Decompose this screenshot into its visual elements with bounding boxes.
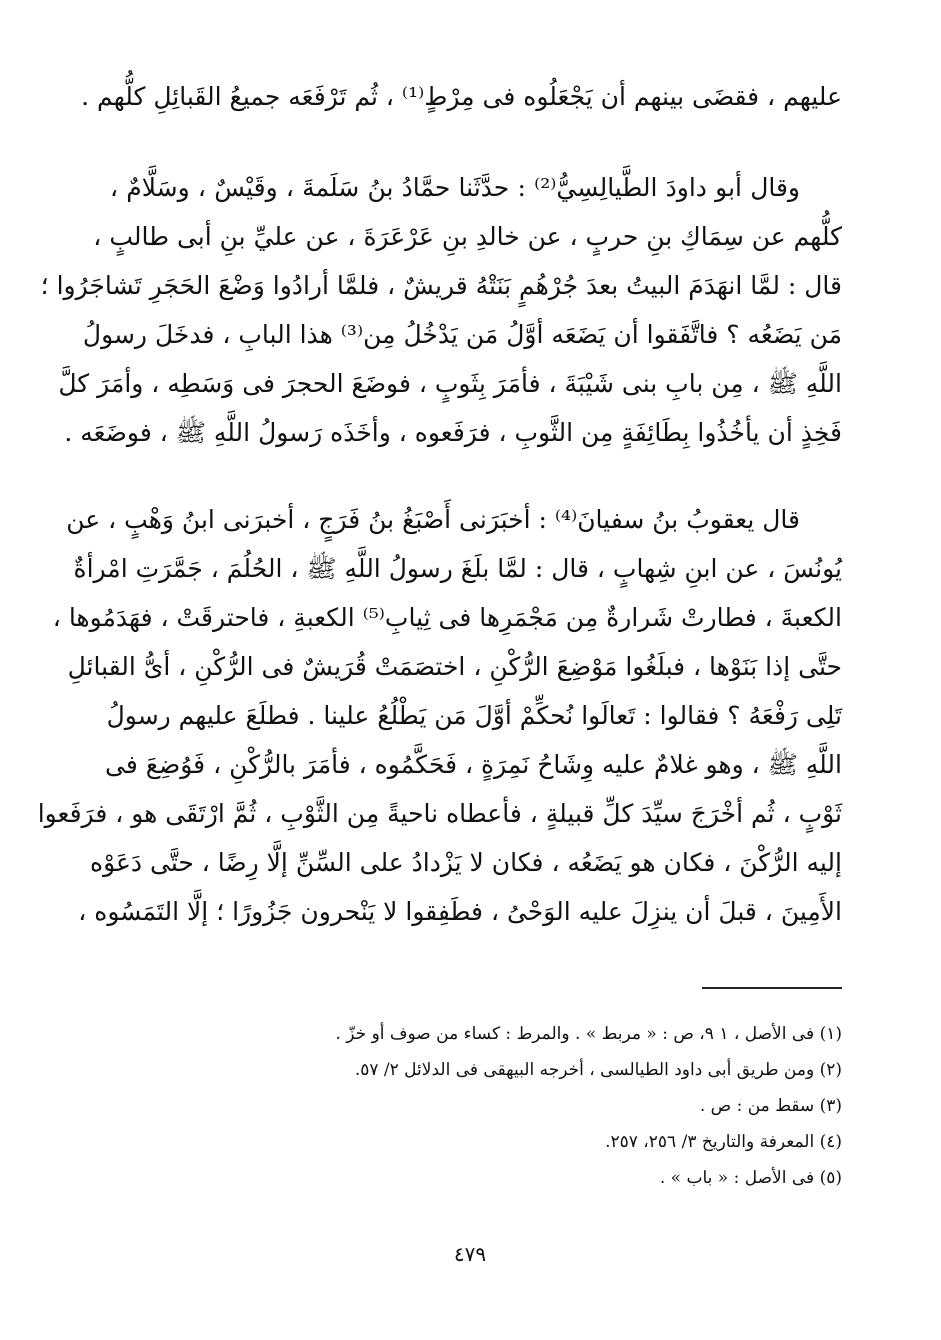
text-line: الكعبةَ ، فطارتْ شَرارةٌ مِن مَجْمَرِها فى ثِيابِ⁽⁵⁾ الكعبةِ ، فاحترقَتْ ، فهَدَمُوها ، (52, 603, 842, 632)
text-line: فَخِذٍ أن يأخُذُوا بِطَائِفَةٍ مِن الثَّوبِ ، فرَفَعوه ، وأخَذَه رَسولُ اللَّهِ ﷺ ، فوضَعَه . (64, 418, 842, 447)
text-line: وقال أبو داودَ الطَّيالِسِيُّ⁽²⁾ : حدَّثَنا حمَّادُ بنُ سَلَمةَ ، وقَيْسٌ ، وسَلَّامٌ ، (110, 173, 800, 202)
text-line: عليهم ، فقضَى بينهم أن يَجْعَلُوه فى مِرْطٍ⁽¹⁾ ، ثُم تَرْفَعَه جميعُ القَبائِلِ كلُّهم . (81, 82, 842, 111)
footnote-item: (٣) سقط من : ص . (699, 1096, 842, 1116)
paragraph-abu-dawud (40, 163, 842, 457)
paragraph-yaqub (37, 495, 842, 936)
footnotes (200, 1016, 842, 1196)
text-line: حتَّى إذا بَنَوْها ، فبلَغُوا مَوْضِعَ الرُّكْنِ ، اختصَمَتْ قُرَيشٌ فى الرُّكْنِ ، أىُّ القبائلِ (67, 652, 842, 681)
footnote-item: (٤) المعرفة والتاريخ ٣/ ٢٥٦، ٢٥٧. (605, 1132, 842, 1152)
footnote-item: (١) فى الأصل ، ١ ٩، ص : « مربط » . والمرط : كساء من صوف أو خزّ . (335, 1024, 842, 1044)
footnote-divider (702, 987, 842, 989)
text-line: تَلِى رَفْعَهُ ؟ فقالوا : تَعالَوا نُحكِّمْ أوَّلَ مَن يَطْلُعُ علينا . فطلَعَ عليهم رسولُ (106, 701, 842, 730)
text-line: إليه الرُّكْنَ ، فكان هو يَضَعُه ، فكان لا يَزْدادُ على السِّنِّ إلَّا رِضًا ، حتَّى دَعَوْه (90, 848, 842, 877)
text-line: اللَّهِ ﷺ ، وهو غلامٌ عليه وِشَاحُ نَمِرَةٍ ، فَحَكَّمُوه ، فأمَرَ بالرُّكْنِ ، فَوُضِعَ فى (105, 750, 842, 779)
text-line: كلُّهم عن سِمَاكِ بنِ حربٍ ، عن خالدِ بنِ عَرْعَرَةَ ، عن عليِّ بنِ أبى طالبٍ ، (93, 222, 842, 251)
text-line: قال : لمَّا انهَدَمَ البيتُ بعدَ جُرْهُمٍ بَنَتْهُ قريشٌ ، فلمَّا أرادُوا وَضْعَ الحَجَرِ تَشاجَرُوا ؛ (40, 271, 842, 300)
text-line: يُونُسَ ، عن ابنِ شِهابٍ ، قال : لمَّا بلَغَ رسولُ اللَّهِ ﷺ ، الحُلُمَ ، جَمَّرَتِ امْرأةٌ (73, 554, 842, 583)
footnote-item: (٥) فى الأصل : « باب » . (659, 1168, 842, 1188)
text-line: قال يعقوبُ بنُ سفيانَ⁽⁴⁾ : أخبَرَنى أَصْبَغُ بنُ فَرَجٍ ، أخبرَنى ابنُ وَهْبٍ ، عن (66, 505, 800, 534)
text-line: ثَوْبٍ ، ثُم أخْرَجَ سيِّدَ كلِّ قبيلةٍ ، فأعطاه ناحيةً مِن الثَّوْبِ ، ثُمَّ ارْتَقَى هو ، فرَفَعوا (37, 799, 842, 828)
text-line: مَن يَضَعُه ؟ فاتَّفَقوا أن يَضَعَه أوَّلُ مَن يَدْخُلُ مِن⁽³⁾ هذا البابِ ، فدخَلَ رسولُ (82, 320, 842, 349)
footnote-item: (٢) ومن طريق أبى داود الطيالسى ، أخرجه البيهقى فى الدلائل ٢/ ٥٧. (354, 1060, 842, 1080)
paragraph-continuation (81, 72, 842, 121)
text-line: اللَّهِ ﷺ ، مِن بابِ بنى شَيْبَةَ ، فأمَرَ بِثَوبٍ ، فوضَعَ الحجرَ فى وَسَطِه ، وأمَرَ كلَّ (58, 369, 842, 398)
text-line: الأَمِينَ ، قبلَ أن ينزِلَ عليه الوَحْىُ ، فطَفِقوا لا يَنْحرون جَزُورًا ؛ إلَّا التَمَسُوه ، (78, 897, 842, 926)
page-number: ٤٧٩ (453, 1242, 487, 1266)
